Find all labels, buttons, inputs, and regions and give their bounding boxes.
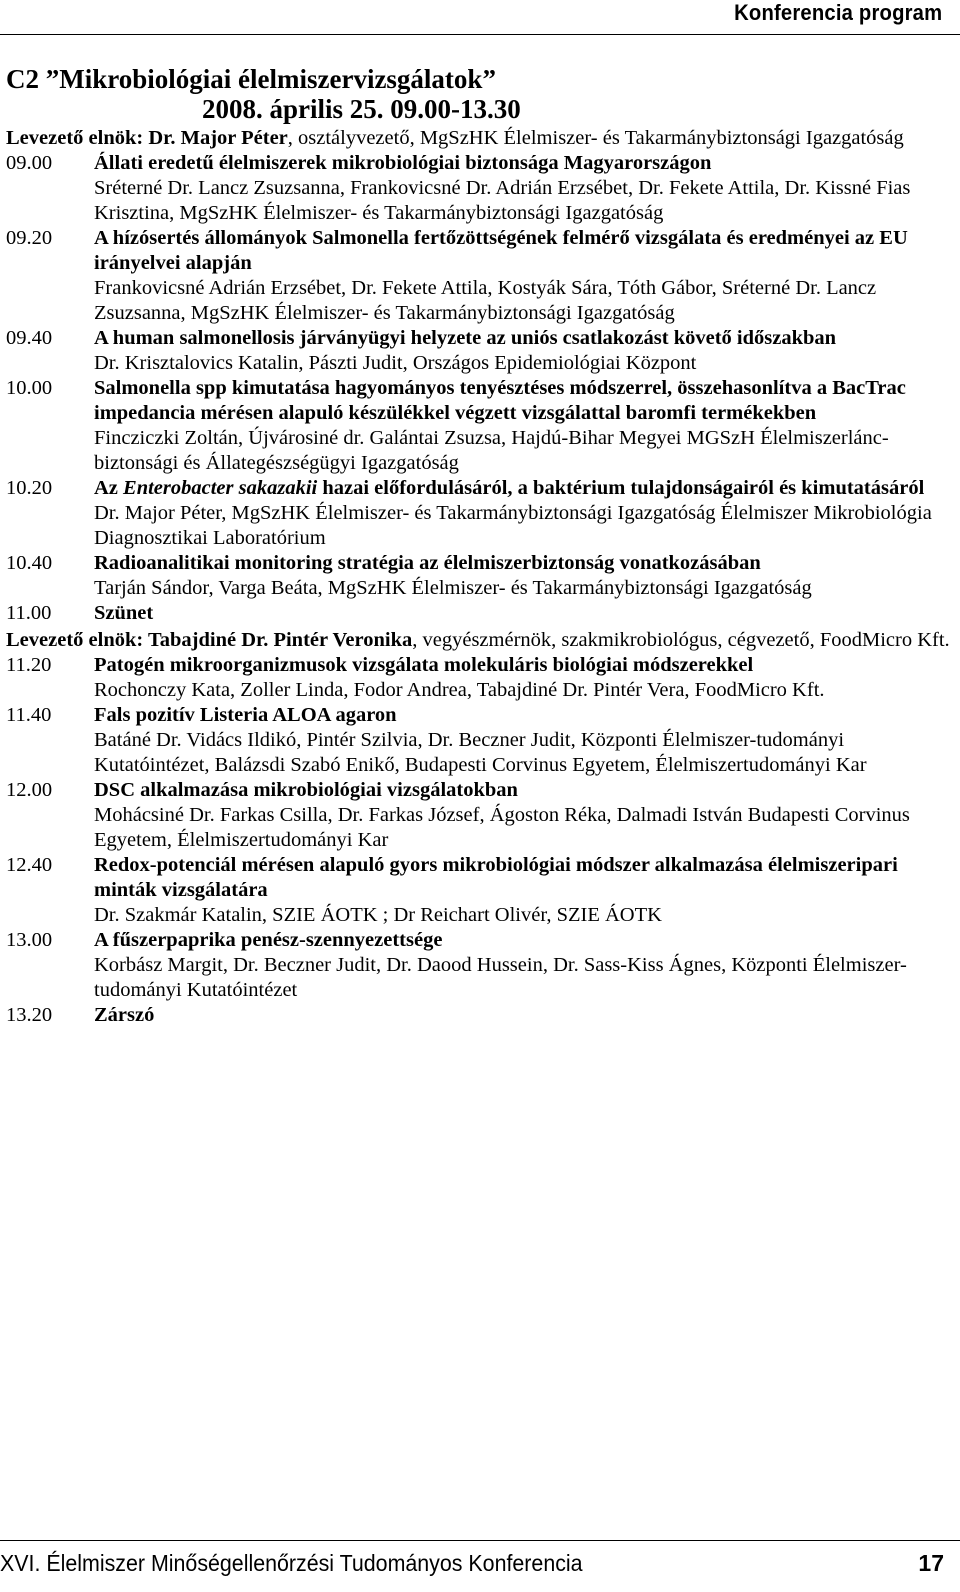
talk-authors: Mohácsiné Dr. Farkas Csilla, Dr. Farkas József, Ágoston Réka, Dalmadi István Budapesti Corvinus Egyetem, Élelmiszertudományi Kar — [94, 804, 910, 851]
talk-title: A human salmonellosis járványügyi helyzete az uniós csatlakozást követő időszakban — [94, 327, 837, 349]
talk-title: A hízósertés állományok Salmonella fertőzöttségének felmérő vizsgálata és eredményei az EU irányelvei alapján — [94, 227, 908, 274]
talk-body — [94, 326, 954, 376]
talk-list-2 — [6, 551, 954, 626]
talk-time: 11.20 — [6, 654, 52, 676]
session-chair-1 — [6, 126, 954, 151]
talk-item — [6, 853, 954, 928]
session-chair-2 — [6, 628, 954, 653]
talk-title: Zárszó — [94, 1004, 155, 1026]
talk-title: A fűszerpaprika penész-szennyezettsége — [94, 929, 443, 951]
talk-authors: Rochonczy Kata, Zoller Linda, Fodor Andrea, Tabajdiné Dr. Pintér Vera, FoodMicro Kft. — [94, 679, 825, 701]
talk-body — [94, 778, 954, 853]
talk-authors: Dr. Krisztalovics Katalin, Pászti Judit, Országos Epidemiológiai Központ — [94, 352, 697, 374]
talk-time: 11.00 — [6, 602, 52, 624]
talk-body — [94, 653, 954, 703]
talk-time: 10.20 — [6, 477, 53, 499]
talk-time: 13.00 — [6, 929, 53, 951]
program-content — [6, 64, 954, 1028]
conference-name: XVI. Élelmiszer Minőségellenőrzési Tudományos Konferencia — [0, 1550, 583, 1576]
chair-affiliation: , osztályvezető, MgSzHK Élelmiszer- és Takarmánybiztonsági Igazgatóság — [287, 127, 904, 149]
page-number: 17 — [918, 1550, 944, 1576]
talk-body — [94, 703, 954, 778]
talk-authors: Tarján Sándor, Varga Beáta, MgSzHK Élelmiszer- és Takarmánybiztonsági Igazgatóság — [94, 577, 812, 599]
talk-title: Állati eredetű élelmiszerek mikrobiológiai biztonsága Magyarországon — [94, 152, 712, 174]
talk-item — [6, 703, 954, 778]
chair-label: Levezető elnök: Tabajdiné Dr. Pintér Veronika — [6, 629, 413, 651]
talk-authors: Sréterné Dr. Lancz Zsuzsanna, Frankovicsné Dr. Adrián Erzsébet, Dr. Fekete Attila, Dr. Kissné Fias Krisztina, MgSzHK Élelmiszer- és Takarmánybiztonsági Igazgatóság — [94, 177, 911, 224]
talk-item — [6, 778, 954, 853]
talk-title: Szünet — [94, 602, 154, 624]
talk-authors: Fincziczki Zoltán, Újvárosiné dr. Galántai Zsuzsa, Hajdú-Bihar Megyei MGSzH Élelmiszerlánc-biztonsági és Állategészségügyi Igazgatóság — [94, 427, 889, 474]
talk-time: 11.40 — [6, 704, 52, 726]
talk-title: Radioanalitikai monitoring stratégia az élelmiszerbiztonság vonatkozásában — [94, 552, 761, 574]
talk-body — [94, 226, 954, 326]
talk-time: 09.40 — [6, 327, 53, 349]
talk-item — [6, 151, 954, 226]
talk-time: 09.00 — [6, 152, 53, 174]
footer-rule — [0, 1540, 960, 1541]
talk-list-1 — [6, 151, 954, 476]
talk-item — [6, 226, 954, 326]
organism-name: Enterobacter sakazakii — [123, 477, 318, 499]
talk-body — [94, 376, 954, 476]
talk-authors: Dr. Szakmár Katalin, SZIE ÁOTK ; Dr Reichart Olivér, SZIE ÁOTK — [94, 904, 662, 926]
section-title: C2 ”Mikrobiológiai élelmiszervizsgálatok” — [6, 64, 496, 94]
talk-title: Salmonella spp kimutatása hagyományos tenyésztéses módszerrel, összehasonlítva a BacTrac impedancia mérésen alapuló készülékkel végzett vizsgálattal baromfi termékekben — [94, 377, 906, 424]
talk-item — [6, 1003, 954, 1028]
talk-body — [94, 1003, 954, 1028]
talk-item — [6, 326, 954, 376]
talk-item — [6, 551, 954, 601]
talk-authors: Batáné Dr. Vidács Ildikó, Pintér Szilvia, Dr. Beczner Judit, Központi Élelmiszer-tudományi Kutatóintézet, Balázsdi Szabó Enikő, Budapesti Corvinus Egyetem, Élelmiszertudományi Kar — [94, 729, 867, 776]
talk-item — [6, 601, 954, 626]
talk-time: 10.00 — [6, 377, 53, 399]
talk-authors: Frankovicsné Adrián Erzsébet, Dr. Fekete Attila, Kostyák Sára, Tóth Gábor, Sréterné Dr. Lancz Zsuzsanna, MgSzHK Élelmiszer- és Takarmánybiztonsági Igazgatóság — [94, 277, 877, 324]
section-date: 2008. április 25. 09.00-13.30 — [202, 94, 521, 124]
talk-title: Fals pozitív Listeria ALOA agaron — [94, 704, 397, 726]
talk-item — [6, 928, 954, 1003]
talk-title: Patogén mikroorganizmusok vizsgálata molekuláris biológiai módszerekkel — [94, 654, 754, 676]
talk-body — [94, 151, 954, 226]
chair-label: Levezető elnök: Dr. Major Péter — [6, 127, 288, 149]
talk-body — [94, 551, 954, 601]
talk-time: 10.40 — [6, 552, 53, 574]
talk-item — [6, 476, 954, 551]
talk-time: 09.20 — [6, 227, 53, 249]
talk-time: 12.40 — [6, 854, 53, 876]
talk-body — [94, 601, 954, 626]
talk-item — [6, 653, 954, 703]
talk-list-3 — [6, 653, 954, 1028]
talk-title: DSC alkalmazása mikrobiológiai vizsgálatokban — [94, 779, 518, 801]
talk-authors: Korbász Margit, Dr. Beczner Judit, Dr. Daood Hussein, Dr. Sass-Kiss Ágnes, Központi Élelmiszer-tudományi Kutatóintézet — [94, 954, 907, 1001]
header-rule — [0, 34, 960, 35]
talk-body — [94, 476, 954, 551]
talk-body — [94, 928, 954, 1003]
talk-time: 13.20 — [6, 1004, 53, 1026]
talk-title: Az Enterobacter sakazakii hazai előfordulásáról, a baktérium tulajdonságairól és kimutatásáról — [94, 477, 925, 499]
talk-body — [94, 853, 954, 928]
talk-title: Redox-potenciál mérésen alapuló gyors mikrobiológiai módszer alkalmazása élelmiszeripari minták vizsgálatára — [94, 854, 898, 901]
talk-item — [6, 376, 954, 476]
talk-authors: Dr. Major Péter, MgSzHK Élelmiszer- és Takarmánybiztonsági Igazgatóság Élelmiszer Mikrobiológia Diagnosztikai Laboratórium — [94, 502, 932, 549]
chair-affiliation: , vegyészmérnök, szakmikrobiológus, cégvezető, FoodMicro Kft. — [412, 629, 950, 651]
running-header: Konferencia program — [733, 0, 942, 25]
talk-time: 12.00 — [6, 779, 53, 801]
